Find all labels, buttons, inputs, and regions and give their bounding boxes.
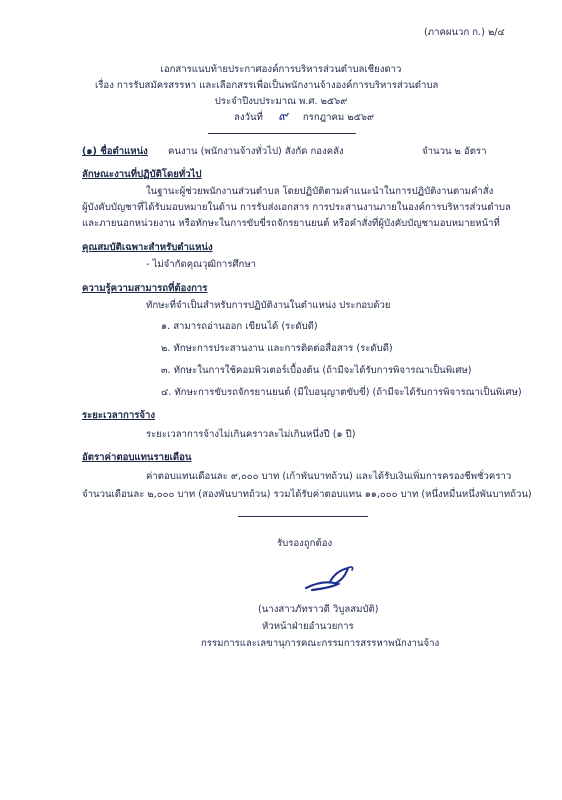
annex-label: (ภาคผนวก ก.) ๒/๔: [424, 27, 505, 38]
header-line-2: เรื่อง การรับสมัครสรรหา และเลือกสรรเพื่อเป็นพนักงานจ้างองค์การบริหารส่วนตำบล: [95, 80, 439, 91]
pay-line-1: ค่าตอบแทนเดือนละ ๙,๐๐๐ บาท (เก้าพันบาทถ้วน) และได้รับเงินเพิ่มการครองชีพชั่วคราว: [146, 471, 512, 482]
duties-line-2: ผู้บังคับบัญชาที่ได้รับมอบหมายในด้าน การรับส่งเอกสาร การประสานงานภายในองค์การบริหารส่วนตำบล: [82, 202, 511, 213]
date-day: ๙: [278, 109, 288, 124]
signature-divider: [238, 516, 368, 517]
date-rest: กรกฎาคม ๒๕๖๙: [302, 112, 374, 123]
position-count: จำนวน ๒ อัตรา: [422, 146, 487, 157]
certified-label: รับรองถูกต้อง: [277, 538, 333, 549]
skills-item-4: ๔. ทักษะการขับรถจักรยานยนต์ (มีใบอนุญาตขับขี่) (ถ้ามีจะได้รับการพิจารณาเป็นพิเศษ): [161, 387, 522, 398]
pay-line-2: จำนวนเดือนละ ๒,๐๐๐ บาท (สองพันบาทถ้วน) รวมได้รับค่าตอบแทน ๑๑,๐๐๐ บาท (หนึ่งหมื่นหนึ่งพันบาทถ้วน): [82, 489, 532, 500]
duties-heading: ลักษณะงานที่ปฏิบัติโดยทั่วไป: [82, 169, 202, 180]
qualifications-item: - ไม่จำกัดคุณวุฒิการศึกษา: [146, 259, 257, 270]
qualifications-heading: คุณสมบัติเฉพาะสำหรับตำแหน่ง: [82, 242, 213, 253]
header-date: [234, 110, 374, 124]
handwritten-signature: [302, 562, 360, 596]
position-title: (๑) ชื่อตำแหน่ง: [82, 146, 148, 157]
skills-intro: ทักษะที่จำเป็นสำหรับการปฏิบัติงานในตำแหน่ง ประกอบด้วย: [146, 300, 391, 311]
position-detail: คนงาน (พนักงานจ้างทั่วไป) สังกัด กองคลัง: [168, 146, 344, 157]
header-divider: [208, 133, 356, 134]
skills-item-3: ๓. ทักษะในการใช้คอมพิวเตอร์เบื้องต้น (ถ้ามีจะได้รับการพิจารณาเป็นพิเศษ): [161, 365, 472, 376]
period-text: ระยะเวลาการจ้างไม่เกินคราวละไม่เกินหนึ่งปี (๑ ปี): [146, 429, 356, 440]
skills-item-1: ๑. สามารถอ่านออก เขียนได้ (ระดับดี): [161, 321, 318, 332]
pay-heading: อัตราค่าตอบแทนรายเดือน: [82, 452, 192, 463]
signer-role: หัวหน้าฝ่ายอำนวยการ: [262, 621, 354, 632]
date-prefix: ลงวันที่: [234, 112, 263, 123]
skills-heading: ความรู้ความสามารถที่ต้องการ: [82, 283, 208, 294]
signer-name: (นางสาวภัทราวดี วิบูลสมบัติ): [258, 604, 379, 615]
duties-line-1: ในฐานะผู้ช่วยพนักงานส่วนตำบล โดยปฏิบัติตามคำแนะนำในการปฏิบัติงานตามคำสั่ง: [146, 186, 494, 197]
duties-line-3: และภายนอกหน่วยงาน หรือทักษะในการขับขี่รถจักรยานยนต์ หรือคำสั่งที่ผู้บังคับบัญชามอบหมายหน้าที่: [82, 218, 500, 229]
skills-item-2: ๒. ทักษะการประสานงาน และการติดต่อสื่อสาร (ระดับดี): [161, 343, 393, 354]
signer-organization: กรรมการและเลขานุการคณะกรรมการสรรหาพนักงานจ้าง: [201, 638, 440, 649]
header-line-3: ประจำปีงบประมาณ พ.ศ. ๒๕๖๙: [214, 96, 348, 107]
period-heading: ระยะเวลาการจ้าง: [82, 410, 156, 421]
header-line-1: เอกสารแนบท้ายประกาศองค์การบริหารส่วนตำบลเชียงดาว: [160, 64, 402, 75]
